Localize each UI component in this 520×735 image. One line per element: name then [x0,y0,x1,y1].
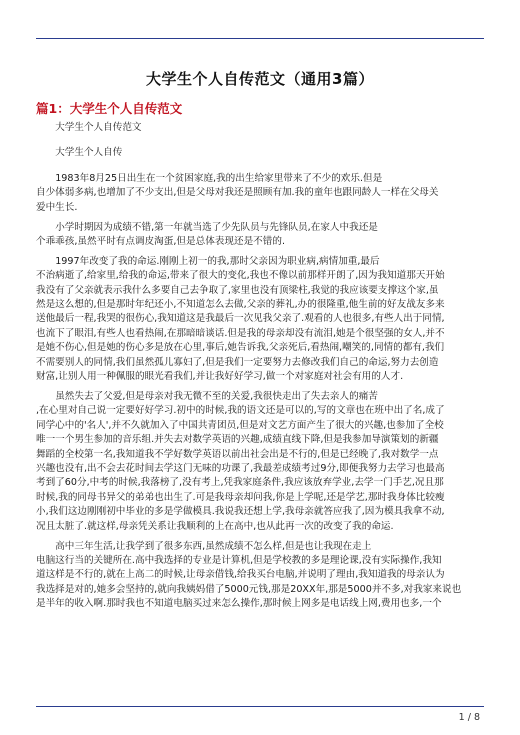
document-title: 大学生个人自传范文（通用3篇） [146,70,374,88]
paragraph-line: 同学心中的'名人',并不久就加入了中国共青团员,但是对文艺方面产生了很大的兴趣,也参加了全校 [36,419,444,431]
section-heading: 篇1：大学生个人自传范文 [36,101,183,116]
paragraph-line: 爱中生长. [36,201,78,213]
paragraph-line: 也流下了眼泪,有些人也看热闹,在那暗暗谈话.但是我的母亲却没有流泪,她是个很坚强的女人,并不 [36,327,445,339]
paragraph-line: 高中三年生活,让我学到了很多东西,虽然成绩不怎么样,但是也让我现在走上 [55,540,372,552]
paragraph-line: 1997年改变了我的命运.刚刚上初一的我,那时父亲因为职业病,病情加重,最后 [55,255,380,267]
paragraph [36,172,484,215]
paragraph-line: 不需要别人的同情,我们虽然孤儿寡妇了,但是我们一定要努力去修改我们自己的命运,努力去创造 [36,356,439,368]
paragraph-line: 财富,让别人用一种佩服的眼光看我们,并让我好好学习,做一个对家庭对社会有用的人才. [36,371,404,383]
paragraph-line: 自少体弱多病,也增加了不少支出,但是父母对我还是照顾有加.我的童年也跟同龄人一样在父母关 [36,187,439,199]
paragraph-line: 送他最后一程,我哭的很伤心,我知道这是我最后一次见我父亲了.观看的人也很多,有些人出于同情, [36,313,445,325]
paragraph [36,221,484,250]
paragraph-line: 是她不伤心,但是她的伤心多是放在心里,事后,她告诉我,父亲死后,看热闹,嘲笑的,同情的都有,我们 [36,342,445,354]
paragraph-line: 我没有了父亲就表示我什么多要自己去争取了,家里也没有顶梁柱,我觉的我应该要支撑这个家,虽 [36,284,439,296]
paragraph-line: 虽然失去了父爱,但是母亲对我无微不至的关爱,我很快走出了失去亲人的痛苦 [55,391,378,402]
paragraph-line: ,在心里对自己说一定要好好学习.初中的时候,我的语文还是可以的,写的文章也在班中出了名,成了 [36,405,445,417]
paragraph-line: 唯一一个男生参加的音乐组.并失去对数学英语的兴趣,成绩直线下降,但是我参加导演策划的新疆 [36,434,439,446]
paragraph [36,146,484,160]
paragraph-line: 大学生个人自传 [55,147,123,159]
paragraph-line: 电脑这行当的关键所在.高中我选择的专业是计算机,但是学校教的多是理论课,没有实际操作,我知 [36,554,442,566]
document-body [36,121,484,617]
paragraph-line: 然是这么想的,但是那时年纪还小,不知道怎么去做,父亲的葬礼,办的很隆重,他生前的好友战友多来 [36,299,445,311]
paragraph-line: 兴趣也没有,出不会去花时间去学这门无味的功课了,我最差成绩考过9分,即便我努力去学习也最高 [36,463,445,475]
paragraph-line: 道这样是不行的,就在上高二的时候,让母亲借钱,给我买台电脑,并说明了理由,我知道我的母亲认为 [36,569,445,581]
footer-rule [36,706,484,707]
paragraph-line: 舞蹈的全校第一名,我知道我不学好数学英语以前出社会出是不行的,但是已经晚了,我对数学一点 [36,448,439,460]
paragraph [36,390,484,534]
paragraph-line: 个乖乖孩,虽然平时有点调皮淘蛋,但是总体表现还是不错的. [36,235,285,247]
paragraph [36,121,484,135]
paragraph-line: 1983年8月25日出生在一个贫困家庭,我的出生给家里带来了不少的欢乐.但是 [55,172,383,184]
paragraph-line: 我选择是对的,她多会坚持的,就向我姨妈借了5000元钱,那是20XX年,那是5000并不多,对我家来说也 [36,583,462,595]
paragraph-line: 况且太脏了.就这样,母亲凭关系让我顺利的上在高中,也从此再一次的改变了我的命运. [36,520,394,532]
paragraph [36,540,484,612]
page-number: 1 / 8 [458,712,480,723]
paragraph-line: 考到了60分,中考的时候,我落榜了,没有考上,凭我家庭条件,我应该放弃学业,去学一门手艺,况且那 [36,477,444,489]
paragraph-line: 小,我们这边刚刚初中毕业的多是学做模具.我说我还想上学,我母亲就答应我了,因为模具我拿不动, [36,506,445,518]
paragraph-line: 不治病逝了,给家里,给我的命运,带来了很大的变化,我也不像以前那样开朗了,因为我知道那天开始 [36,270,445,282]
paragraph-line: 大学生个人自传范文 [55,122,142,133]
paragraph-line: 是半年的收入啊.那时我也不知道电脑买过来怎么操作,那时候上网多是电话线上网,费用也多,一个 [36,598,442,610]
paragraph-line: 时候,我的同母书异父的弟弟也出生了.可是我母亲却问我,你是上学呢,还是学艺,那时我身体比较瘦 [36,491,445,503]
paragraph-line: 小学时期因为成绩不错,第一年就当选了少先队员与先锋队员,在家人中我还是 [55,221,378,233]
header-rule [36,38,484,39]
paragraph [36,255,484,385]
